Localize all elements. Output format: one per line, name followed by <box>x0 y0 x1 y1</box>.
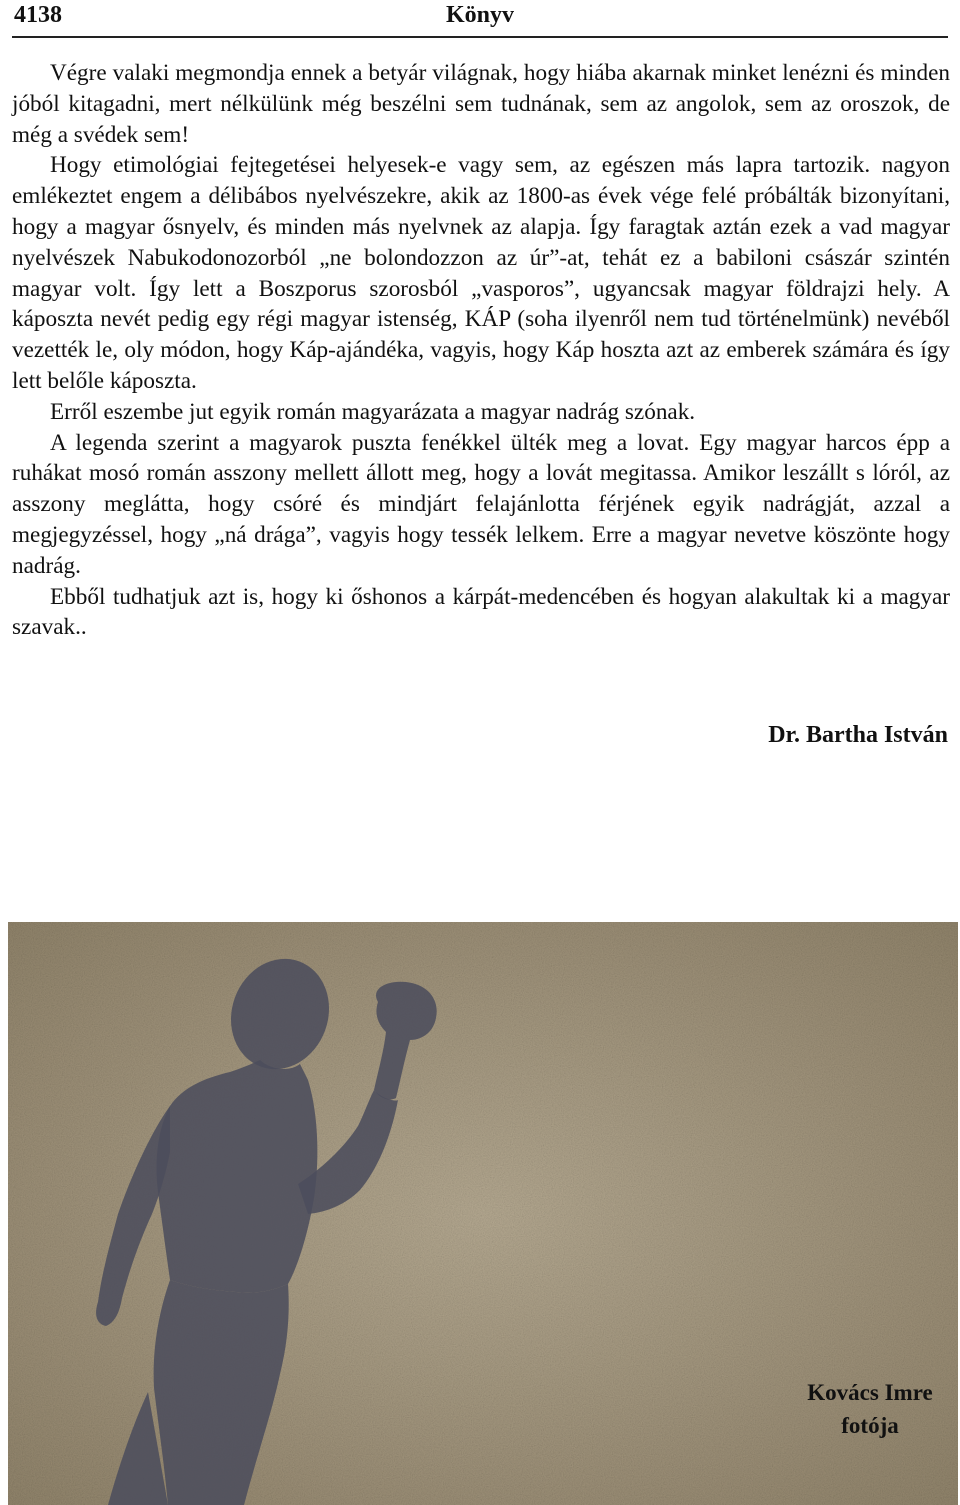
article-paragraph: A legenda szerint a magyarok puszta fenékkel ülték meg a lovat. Egy magyar harcos épp a ruhákat mosó román asszony mellett állott meg, hogy a lovát megitassa. Amikor leszállt s lóról, az asszony meglátta, hogy csóré és mindjárt felajánlotta férjének egyik nadrágját, azzal a megjegyzéssel, hogy „ná drága”, vagyis hogy tessék lelkem. Erre a magyar nevetve köszönte hogy nadrág. <box>12 429 950 579</box>
article-paragraph: Végre valaki megmondja ennek a betyár világnak, hogy hiába akarnak minket lenézni és minden jóból kitagadni, mert nélkülünk még beszélni sem tudnának, sem az angolok, sem az oroszok, de még a svédek sem! <box>12 60 950 148</box>
article-paragraph: Hogy etimológiai fejtegetései helyesek-e vagy sem, az egészen más lapra tartozik. nagyon emlékeztet engem a délibábos nyelvészekre, akik az 1800-as évek vége felé próbálták bizonyítani, hogy a magyar ősnyelv, és minden más nyelvnek az alapja. Így faragtak aztán ezek a vad magyar nyelvészek Nabukodonozorból „ne bolondozzon az úr”-at, tehát ez a babiloni császár szintén magyar volt. Így lett a Boszporus szorosból „vasporos”, ugyancsak magyar földrajzi hely. A káposzta nevét pedig egy régi magyar istenség, KÁP (soha ilyenről nem tud történelmünk) nevéből vezették le, oly módon, hogy Káp-ajándéka, vagyis, hogy Káp hoszta azt az emberek számára és így lett belőle káposzta. <box>12 152 950 394</box>
photo-caption <box>790 1376 950 1442</box>
article-paragraph: Erről eszembe jut egyik román magyarázata a magyar nadrág szónak. <box>50 398 696 425</box>
section-title: Könyv <box>445 2 514 28</box>
photo-caption-photographer: Kovács Imre <box>807 1380 933 1405</box>
author-signature: Dr. Bartha István <box>768 722 948 748</box>
page-number: 4138 <box>14 2 62 28</box>
page-header <box>12 0 948 38</box>
article-body <box>12 58 950 643</box>
photo-caption-label: fotója <box>841 1413 899 1438</box>
article-paragraph: Ebből tudhatjuk azt is, hogy ki őshonos a kárpát-medencében és hogyan alakultak ki a magyar szavak.. <box>12 583 950 641</box>
